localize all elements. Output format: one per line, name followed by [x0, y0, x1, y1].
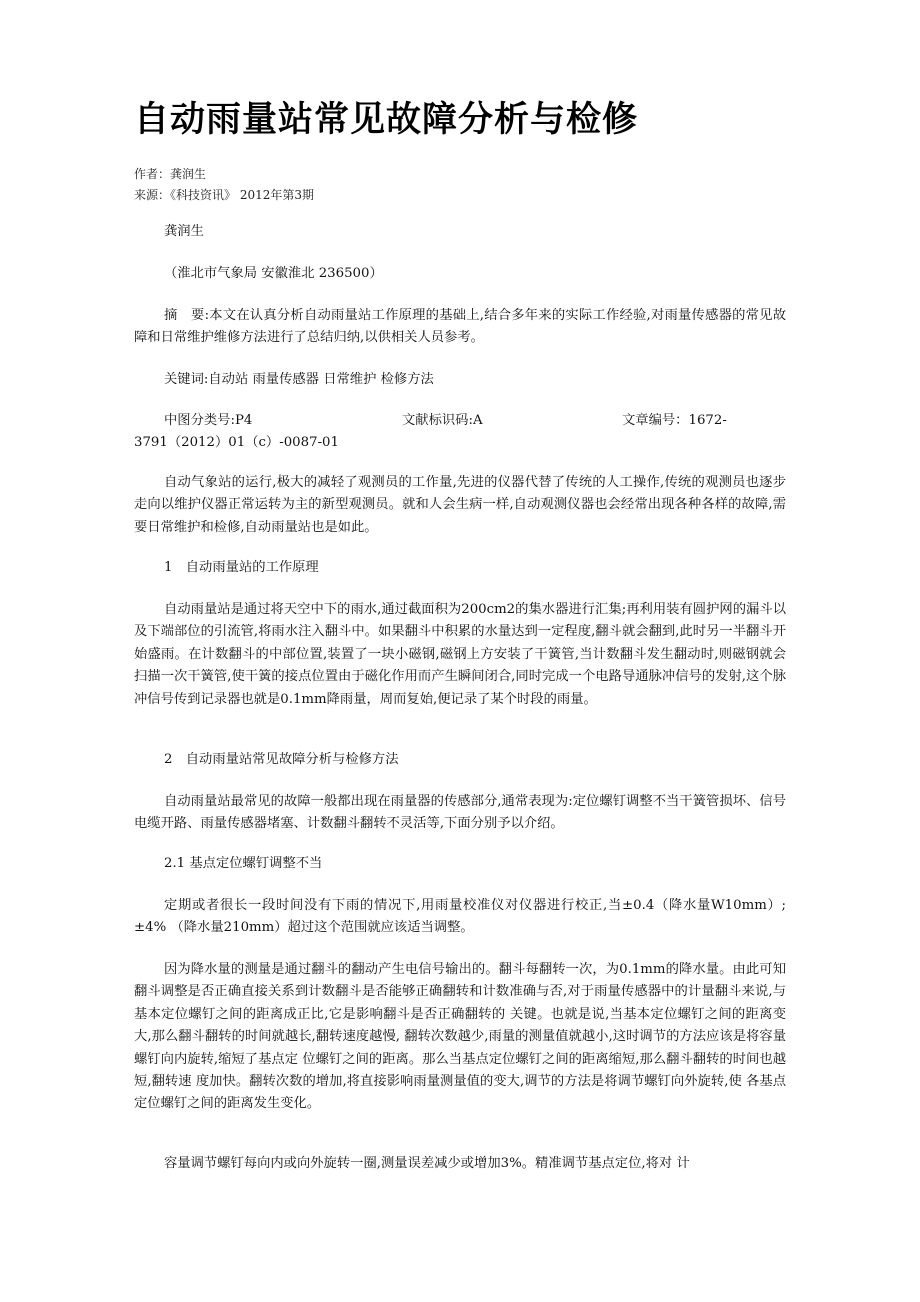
section-1-body: 自动雨量站是通过将天空中下的雨水,通过截面积为200cm2的集水器进行汇集;再利用装有圆护网的漏斗以及下端部位的引流管,将雨水注入翻斗中。如果翻斗中积累的水量达到一定程度,翻斗就会翻到,此时另一半翻斗开始盛雨。在计数翻斗的中部位置,装置了一块小磁钢,磁钢上方安装了干簧管,当计数翻斗发生翻动时,则磁钢就会扫描一次干簧管,使干簧的接点位置由于磁化作用而产生瞬间闭合,同时完成一个电路导通脉冲信号的发射,这个脉冲信号传到记录器也就是0.1mm降雨量，周而复始,便记录了某个时段的雨量。 — [134, 602, 786, 707]
abstract-paragraph: 摘 要:本文在认真分析自动雨量站工作原理的基础上,结合多年来的实际工作经验,对雨量传感器的常见故障和日常维护维修方法进行了总结归纳,以供相关人员参考。 — [134, 308, 786, 346]
article-number-continued: 3791（2012）01（c）-0087-01 — [134, 435, 339, 450]
classification-row — [134, 410, 786, 432]
section-2-1-paragraph-1: 定期或者很长一段时间没有下雨的情况下,用雨量校准仪对仪器进行校正,当±0.4（降水量W10mm）;±4% （降水量210mm）超过这个范围就应该适当调整。 — [134, 898, 786, 936]
section-2-body: 自动雨量站最常见的故障一般都出现在雨量器的传感部分,通常表现为:定位螺钉调整不当干簧管损坏、信号电缆开路、雨量传感器堵塞、计数翻斗翻转不灵活等,下面分别予以介绍。 — [134, 794, 786, 832]
section-1-heading: 1 自动雨量站的工作原理 — [164, 560, 319, 575]
clc-number: 中图分类号:P4 — [164, 413, 253, 428]
article-number: 文章编号：1672- — [622, 413, 727, 428]
section-2-1-heading: 2.1 基点定位螺钉调整不当 — [164, 856, 323, 871]
keywords-line: 关键词:自动站 雨量传感器 日常维护 检修方法 — [164, 372, 434, 387]
source-meta: 来源：《科技资讯》 2012年第3期 — [134, 188, 314, 202]
document-code: 文献标识码:A — [402, 413, 483, 428]
intro-paragraph: 自动气象站的运行,极大的减轻了观测员的工作量,先进的仪器代替了传统的人工操作,传统的观测员也逐步走向以维护仪器正常运转为主的新型观测员。就和人会生病一样,自动观测仪器也会经常出现各种各样的故障,需要日常维护和检修,自动雨量站也是如此。 — [134, 475, 786, 535]
section-2-1-paragraph-2: 因为降水量的测量是通过翻斗的翻动产生电信号输出的。翻斗每翻转一次，为0.1mm的降水量。由此可知翻斗调整是否正确直接关系到计数翻斗是否能够正确翻转和计数准确与否,对于雨量传感器中的计量翻斗来说,与基本定位螺钉之间的距离成正比,它是影响翻斗是否正确翻转的 关键。也就是说,当基本定位螺钉之间的距离变大,那么翻斗翻转的时间就越长,翻转速度越慢, 翻转次数越少,雨量的测量值就越小,这时调节的方法应该是将容量螺钉向内旋转,缩短了基点定 位螺钉之间的距离。那么当基点定位螺钉之间的距离缩短,那么翻斗翻转的时间也越短,翻转速 度加快。翻转次数的增加,将直接影响雨量测量值的变大,调节的方法是将调节螺钉向外旋转,使 各基点定位螺钉之间的距离发生变化。 — [134, 962, 786, 1112]
author-affiliation: （淮北市气象局 安徽淮北 236500） — [164, 266, 383, 281]
author-meta: 作者：龚润生 — [134, 167, 207, 181]
document-title: 自动雨量站常见故障分析与检修 — [134, 100, 639, 140]
author-name: 龚润生 — [164, 224, 204, 239]
section-2-heading: 2 自动雨量站常见故障分析与检修方法 — [164, 752, 399, 767]
section-2-1-paragraph-3: 容量调节螺钉每向内或向外旋转一圈,测量误差减少或增加3%。精准调节基点定位,将对 计 — [164, 1156, 690, 1171]
